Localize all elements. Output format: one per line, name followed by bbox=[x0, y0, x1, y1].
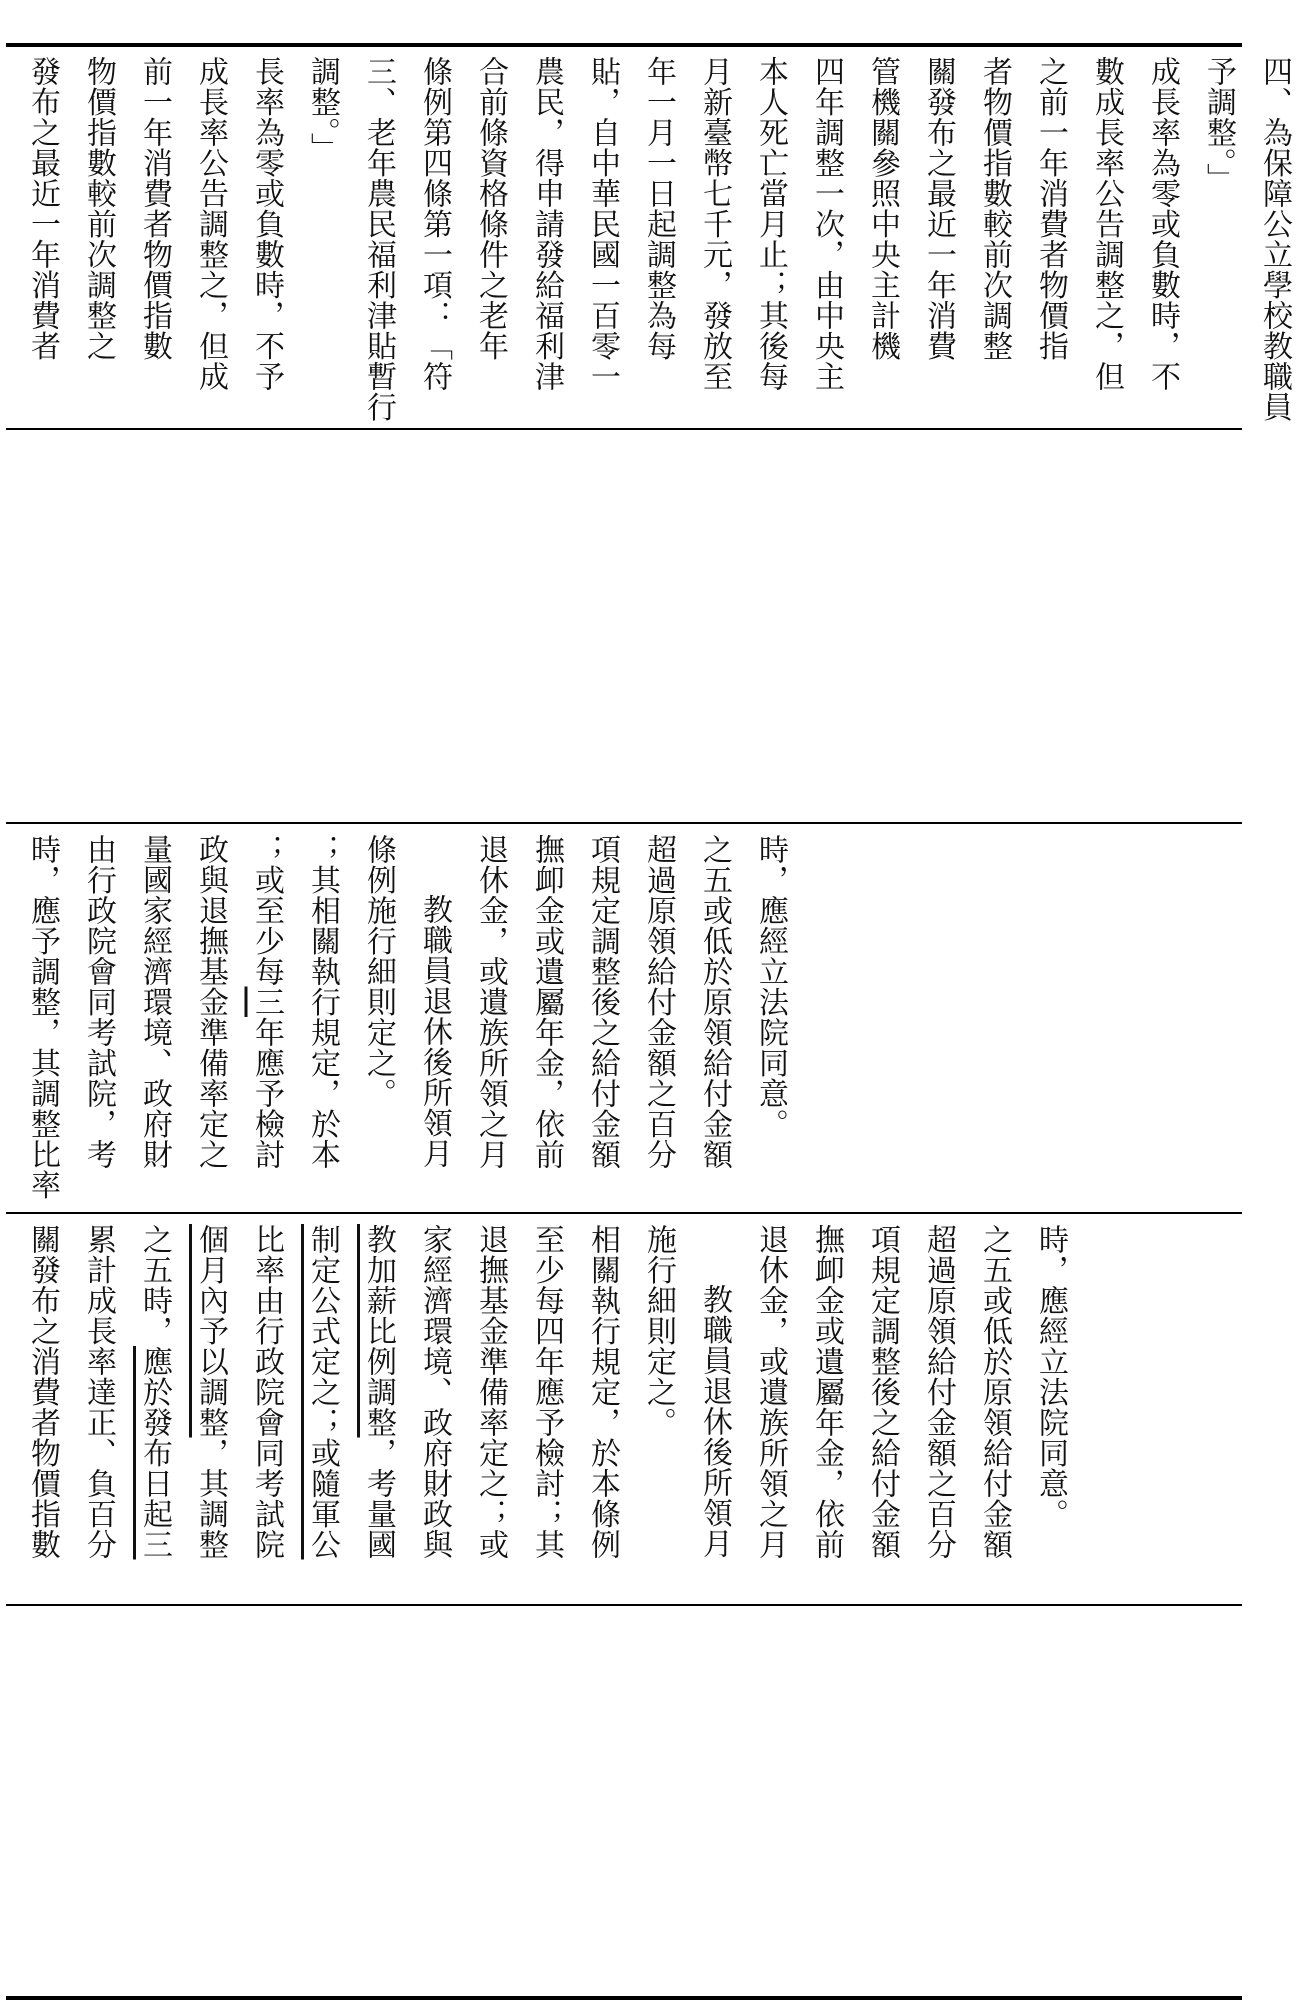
text-segment: 成長率為零或負數時，不 bbox=[1145, 56, 1180, 392]
text-column bbox=[182, 1224, 238, 1598]
top-rule bbox=[6, 43, 1242, 47]
text-segment: 四年調整一次，由中央主 bbox=[809, 56, 844, 392]
text-segment: 本人死亡當月止；其後每 bbox=[753, 56, 788, 392]
text-segment: 項規定調整後之給付金額 bbox=[865, 1224, 900, 1560]
text-column bbox=[294, 56, 350, 422]
text-segment: 時，應經立法院同意。 bbox=[1033, 1224, 1068, 1529]
text-column bbox=[126, 834, 182, 1206]
rule-between-middle-and-bottom bbox=[6, 1212, 1242, 1214]
text-column bbox=[518, 56, 574, 422]
text-segment: 政與退撫基金準備率定之 bbox=[193, 834, 228, 1170]
text-column bbox=[910, 56, 966, 422]
text-segment: 四、為保障公立學校教職員 bbox=[1257, 56, 1292, 422]
text-column bbox=[14, 1224, 70, 1598]
text-column bbox=[854, 1224, 910, 1598]
text-column bbox=[70, 834, 126, 1206]
text-segment: 月新臺幣七千元，發放至 bbox=[697, 56, 732, 392]
text-segment: 三、老年農民福利津貼暫行 bbox=[361, 56, 396, 422]
rule-after-bottom-block bbox=[6, 1604, 1242, 1606]
text-segment: 貼，自中華民國一百零一 bbox=[585, 56, 620, 392]
text-column bbox=[1246, 56, 1302, 422]
text-column bbox=[182, 834, 238, 1206]
text-segment: 農民，得申請發給福利津 bbox=[529, 56, 564, 392]
text-segment: 退休金，或遺族所領之月 bbox=[473, 834, 508, 1170]
text-column bbox=[574, 834, 630, 1206]
bottom-rule bbox=[6, 1996, 1242, 2000]
text-segment: 關發布之最近一年消費 bbox=[921, 56, 956, 361]
text-column bbox=[1022, 1224, 1078, 1598]
text-segment: 條例第四條第一項：「符 bbox=[417, 56, 452, 392]
text-segment: 項規定調整後之給付金額 bbox=[585, 834, 620, 1170]
text-segment: 教職員退休後所領月 bbox=[417, 894, 452, 1169]
text-column bbox=[462, 56, 518, 422]
text-segment: 撫卹金或遺屬年金，依前 bbox=[529, 834, 564, 1170]
text-segment: 調整。」 bbox=[305, 56, 340, 163]
text-column bbox=[854, 56, 910, 422]
text-column bbox=[1022, 56, 1078, 422]
text-segment: 時，應予調整，其調整比率 bbox=[25, 834, 60, 1200]
text-column bbox=[966, 56, 1022, 422]
text-column bbox=[686, 56, 742, 422]
text-column bbox=[406, 834, 462, 1206]
text-segment: 長率為零或負數時，不予 bbox=[249, 56, 284, 392]
rule-before-middle-block bbox=[6, 822, 1242, 824]
text-segment: 教加薪比例調整 bbox=[361, 1224, 396, 1438]
text-column bbox=[182, 56, 238, 422]
text-column bbox=[1134, 56, 1190, 422]
text-segment: 物價指數較前次調整之 bbox=[81, 56, 116, 361]
text-segment: 制定公式定之；或隨軍公 bbox=[305, 1224, 340, 1560]
text-column bbox=[70, 56, 126, 422]
text-segment: 三 bbox=[249, 986, 284, 1017]
text-segment: 教職員退休後所領月 bbox=[697, 1284, 732, 1559]
text-column bbox=[238, 1224, 294, 1598]
text-segment: 條例施行細則定之。 bbox=[361, 834, 396, 1109]
text-column bbox=[70, 1224, 126, 1598]
text-column bbox=[518, 834, 574, 1206]
text-column bbox=[574, 56, 630, 422]
text-segment: 比率由行政院會同考試院 bbox=[249, 1224, 284, 1560]
text-column bbox=[462, 834, 518, 1206]
text-column bbox=[630, 834, 686, 1206]
text-column bbox=[742, 1224, 798, 1598]
text-column bbox=[14, 834, 70, 1206]
text-segment: 合前條資格條件之老年 bbox=[473, 56, 508, 361]
text-column bbox=[910, 1224, 966, 1598]
text-column bbox=[686, 834, 742, 1206]
text-column bbox=[294, 834, 350, 1206]
rule-after-top-block bbox=[6, 428, 1242, 430]
middle-text-block bbox=[14, 834, 798, 1206]
text-segment: 之五時， bbox=[137, 1224, 172, 1346]
text-segment: 成長率公告調整之，但成 bbox=[193, 56, 228, 392]
text-segment: 撫卹金或遺屬年金，依前 bbox=[809, 1224, 844, 1560]
text-segment: 超過原領給付金額之百分 bbox=[921, 1224, 956, 1560]
text-segment: 時，應經立法院同意。 bbox=[753, 834, 788, 1139]
text-segment: 相關執行規定，於本條例 bbox=[585, 1224, 620, 1560]
text-segment: 退休金，或遺族所領之月 bbox=[753, 1224, 788, 1560]
text-segment: 之五或低於原領給付金額 bbox=[697, 834, 732, 1170]
text-column bbox=[126, 56, 182, 422]
text-segment: 之前一年消費者物價指 bbox=[1033, 56, 1068, 361]
text-segment: 家經濟環境、政府財政與 bbox=[417, 1224, 452, 1560]
bottom-text-block bbox=[14, 1224, 1078, 1598]
text-segment: 累計成長率達正、負百分 bbox=[81, 1224, 116, 1560]
text-segment: ；其相關執行規定，於本 bbox=[305, 834, 340, 1170]
text-segment: 至少每四年應予檢討；其 bbox=[529, 1224, 564, 1560]
text-column bbox=[406, 1224, 462, 1598]
text-segment: 者物價指數較前次調整 bbox=[977, 56, 1012, 361]
text-column bbox=[630, 56, 686, 422]
text-segment: 退撫基金準備率定之；或 bbox=[473, 1224, 508, 1560]
text-column bbox=[350, 1224, 406, 1598]
text-segment: 之五或低於原領給付金額 bbox=[977, 1224, 1012, 1560]
text-segment: 年一月一日起調整為每 bbox=[641, 56, 676, 361]
text-column bbox=[574, 1224, 630, 1598]
text-segment: 發布之最近一年消費者 bbox=[25, 56, 60, 361]
top-text-block bbox=[14, 56, 1302, 422]
text-segment: ，考量國 bbox=[361, 1437, 396, 1560]
text-column bbox=[350, 834, 406, 1206]
text-segment: ；或至少每 bbox=[249, 834, 284, 987]
text-column bbox=[238, 834, 294, 1206]
text-column bbox=[238, 56, 294, 422]
text-segment: 管機關參照中央主計機 bbox=[865, 56, 900, 361]
text-column bbox=[630, 1224, 686, 1598]
text-segment: 予調整。」 bbox=[1201, 56, 1236, 194]
text-column bbox=[798, 1224, 854, 1598]
text-segment: 由行政院會同考試院，考 bbox=[81, 834, 116, 1170]
text-column bbox=[966, 1224, 1022, 1598]
text-column bbox=[518, 1224, 574, 1598]
text-column bbox=[462, 1224, 518, 1598]
text-segment: 年應予檢討 bbox=[249, 1017, 284, 1170]
text-segment: 關發布之消費者物價指數 bbox=[25, 1224, 60, 1560]
text-segment: 前一年消費者物價指數 bbox=[137, 56, 172, 361]
text-column bbox=[406, 56, 462, 422]
text-column bbox=[294, 1224, 350, 1598]
text-column bbox=[686, 1224, 742, 1598]
text-segment: 數成長率公告調整之，但 bbox=[1089, 56, 1124, 392]
text-column bbox=[14, 56, 70, 422]
text-column bbox=[1190, 56, 1246, 422]
text-segment: ，其調整 bbox=[193, 1437, 228, 1560]
text-segment: 超過原領給付金額之百分 bbox=[641, 834, 676, 1170]
text-column bbox=[1078, 56, 1134, 422]
text-column bbox=[742, 56, 798, 422]
text-segment: 施行細則定之。 bbox=[641, 1224, 676, 1438]
text-column bbox=[350, 56, 406, 422]
text-column bbox=[798, 56, 854, 422]
text-column bbox=[742, 834, 798, 1206]
text-segment: 個月內予以調整 bbox=[193, 1224, 228, 1438]
text-column bbox=[126, 1224, 182, 1598]
text-segment: 量國家經濟環境、政府財 bbox=[137, 834, 172, 1170]
text-segment: 應於發布日起三 bbox=[137, 1346, 172, 1560]
